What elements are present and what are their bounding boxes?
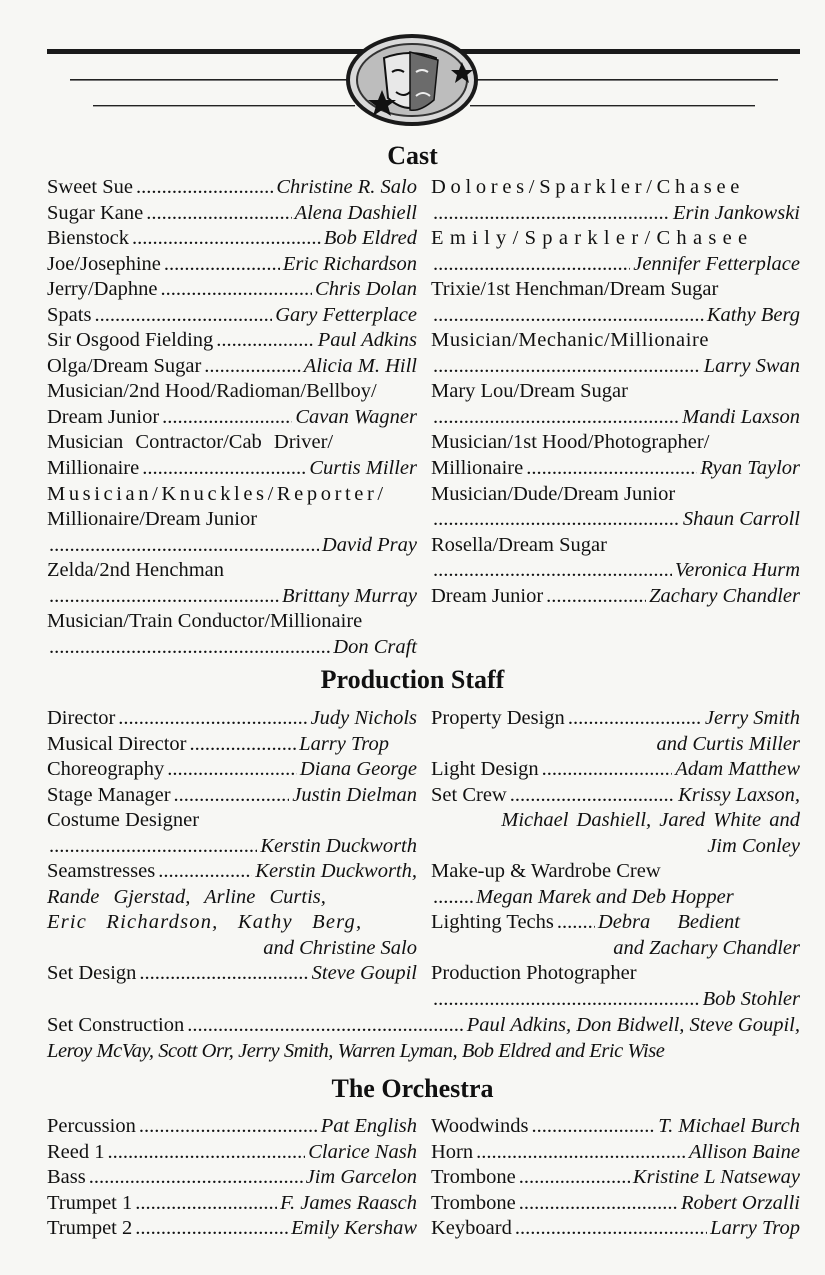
- cast-entry: Sugar Kane ..... Alena Dashiell: [47, 201, 417, 227]
- cast-right-column: [431, 175, 800, 609]
- cast-entry: Joe/Josephine ..... Eric Richardson: [47, 252, 417, 278]
- production-left-column: [47, 706, 417, 987]
- cast-entry-person: ..... Kathy Berg: [431, 303, 800, 329]
- cast-role-line: Musician/Mechanic/Millionaire: [431, 329, 710, 352]
- orchestra-left-column: [47, 1114, 417, 1242]
- cast-role-line: Musician Contractor/Cab Driver/: [47, 431, 334, 454]
- staff-person-line: and Curtis Miller: [656, 732, 800, 755]
- staff-entry: Choreography ..... Diana George: [47, 757, 417, 783]
- staff-entry: Light Design ..... Adam Matthew: [431, 757, 800, 783]
- cast-role-line: Millionaire/Dream Junior: [47, 508, 258, 531]
- staff-person-line: Michael Dashiell, Jared White and: [501, 809, 800, 832]
- orchestra-right-column: [431, 1114, 800, 1242]
- orchestra-entry: Trumpet 2 ..... Emily Kershaw: [47, 1216, 417, 1242]
- orchestra-entry: Trumpet 1 ..... F. James Raasch: [47, 1191, 417, 1217]
- cast-entry: Olga/Dream Sugar ..... Alicia M. Hill: [47, 354, 417, 380]
- cast-role-line: Trixie/1st Henchman/Dream Sugar: [431, 278, 719, 301]
- production-staff-heading: Production Staff: [320, 665, 505, 694]
- cast-role-line: Musician/Dude/Dream Junior: [431, 482, 676, 505]
- staff-entry: Set Construction ..... Paul Adkins, Don Bidwell, Steve Goupil,: [47, 1013, 800, 1039]
- cast-role-line: Rosella/Dream Sugar: [431, 533, 607, 556]
- production-right-column: [431, 706, 800, 1013]
- orchestra-entry: Bass ..... Jim Garcelon: [47, 1165, 417, 1191]
- cast-entry-person: ..... Jennifer Fetterplace: [431, 252, 800, 278]
- cast-role-line: Dolores/Sparkler/Chasee: [431, 176, 745, 198]
- cast-role-line: Mary Lou/Dream Sugar: [431, 380, 628, 403]
- staff-entry-person: ..... Kerstin Duckworth: [47, 834, 417, 860]
- set-construction-entry: [47, 1013, 800, 1064]
- staff-entry: Seamstresses ..... Kerstin Duckworth,: [47, 859, 417, 885]
- staff-person-line: Eric Richardson, Kathy Berg,: [47, 911, 363, 934]
- staff-entry-person: ..... Megan Marek and Deb Hopper: [431, 885, 800, 911]
- staff-person-line: Rande Gjerstad, Arline Curtis,: [47, 885, 326, 908]
- cast-entry: Millionaire ..... Ryan Taylor: [431, 456, 800, 482]
- staff-entry: Set Crew ..... Krissy Laxson,: [431, 783, 800, 809]
- cast-left-column: [47, 175, 417, 660]
- cast-role-line: Zelda/2nd Henchman: [47, 559, 225, 582]
- cast-entry: Jerry/Daphne ..... Chris Dolan: [47, 277, 417, 303]
- staff-entry-person: ..... Bob Stohler: [431, 987, 800, 1013]
- cast-role-line: Musician/2nd Hood/Radioman/Bellboy/: [47, 380, 377, 403]
- cast-heading: Cast: [387, 141, 438, 170]
- cast-entry-person: ..... Mandi Laxson: [431, 405, 800, 431]
- staff-entry: Set Design ..... Steve Goupil: [47, 961, 417, 987]
- orchestra-entry: Trombone ..... Robert Orzalli: [431, 1191, 800, 1217]
- cast-entry: Sir Osgood Fielding ..... Paul Adkins: [47, 328, 417, 354]
- staff-entry: Musical Director ..... Larry Trop: [47, 732, 417, 758]
- orchestra-entry: Reed 1 ..... Clarice Nash: [47, 1140, 417, 1166]
- header-emblem: [0, 0, 825, 140]
- orchestra-heading: The Orchestra: [331, 1074, 494, 1103]
- cast-entry: Millionaire ..... Curtis Miller: [47, 456, 417, 482]
- cast-entry-person: ..... David Pray: [47, 533, 417, 559]
- staff-entry: Property Design ..... Jerry Smith: [431, 706, 800, 732]
- staff-entry: Lighting Techs ..... Debra Bedient: [431, 910, 800, 936]
- orchestra-entry: Keyboard ..... Larry Trop: [431, 1216, 800, 1242]
- cast-entry-person: ..... Don Craft: [47, 635, 417, 661]
- cast-entry-person: ..... Shaun Carroll: [431, 507, 800, 533]
- cast-role-line: Musician/Knuckles/Reporter/: [47, 482, 387, 505]
- cast-entry: Sweet Sue ..... Christine R. Salo: [47, 175, 417, 201]
- staff-role-line: Production Photographer: [431, 962, 637, 985]
- drama-masks-logo: [348, 36, 476, 124]
- cast-role-line: Emily/Sparkler/Chasee: [431, 227, 754, 250]
- cast-entry-person: ..... Brittany Murray: [47, 584, 417, 610]
- orchestra-entry: Trombone ..... Kristine L Natseway: [431, 1165, 800, 1191]
- cast-entry-person: ..... Veronica Hurm: [431, 558, 800, 584]
- staff-person-line: and Christine Salo: [263, 936, 417, 959]
- cast-entry: Bienstock ..... Bob Eldred: [47, 226, 417, 252]
- cast-role-line: Musician/Train Conductor/Millionaire: [47, 610, 363, 633]
- cast-entry: Dream Junior ..... Zachary Chandler: [431, 584, 800, 610]
- cast-entry: Spats ..... Gary Fetterplace: [47, 303, 417, 329]
- orchestra-entry: Percussion ..... Pat English: [47, 1114, 417, 1140]
- staff-role-line: Make-up & Wardrobe Crew: [431, 860, 661, 883]
- cast-entry: Dream Junior ..... Cavan Wagner: [47, 405, 417, 431]
- cast-entry-person: ..... Erin Jankowski: [431, 201, 800, 227]
- staff-entry: Director ..... Judy Nichols: [47, 706, 417, 732]
- cast-role-line: Musician/1st Hood/Photographer/: [431, 431, 710, 454]
- staff-person-line: and Zachary Chandler: [613, 936, 800, 959]
- orchestra-entry: Woodwinds ..... T. Michael Burch: [431, 1114, 800, 1140]
- staff-entry: Stage Manager ..... Justin Dielman: [47, 783, 417, 809]
- staff-person-line: Leroy McVay, Scott Orr, Jerry Smith, Warren Lyman, Bob Eldred and Eric Wise: [47, 1039, 665, 1062]
- staff-person-line: Jim Conley: [707, 834, 800, 857]
- staff-role-line: Costume Designer: [47, 809, 200, 832]
- cast-entry-person: ..... Larry Swan: [431, 354, 800, 380]
- orchestra-entry: Horn ..... Allison Baine: [431, 1140, 800, 1166]
